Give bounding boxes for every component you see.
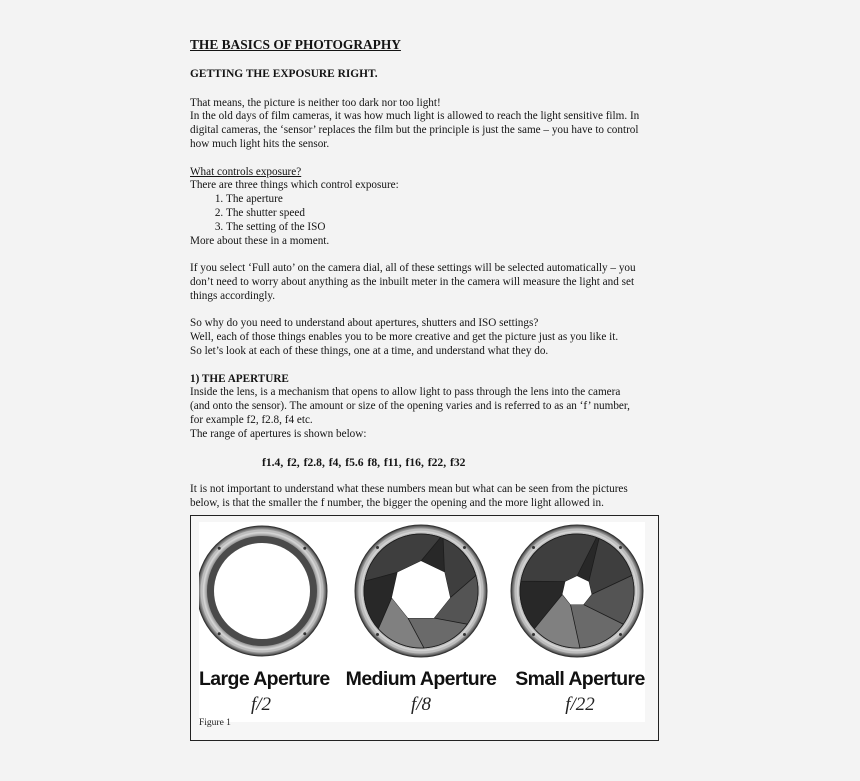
- aperture-range: f1.4, f2, f2.8, f4, f5.6 f8, f11, f16, f22, f32: [262, 455, 466, 469]
- f-number: f/2: [250, 694, 272, 715]
- document-body: [190, 38, 680, 511]
- list-item: 1. The aperture: [226, 193, 680, 207]
- aperture-section: [190, 373, 680, 511]
- intro-line: In the old days of film cameras, it was how much light is allowed to reach the light sensitive film. In: [190, 110, 640, 123]
- aperture-illustration: [199, 522, 645, 722]
- why-line: Well, each of those things enables you to be more creative and get the picture just as you like it.: [190, 331, 619, 344]
- why-paragraph: [190, 317, 680, 358]
- large-aperture-icon: [199, 526, 327, 656]
- aperture-label: Medium Aperture: [345, 668, 497, 690]
- why-line: So why do you need to understand about apertures, shutters and ISO settings?: [190, 317, 539, 330]
- aperture-line: The range of apertures is shown below:: [190, 427, 367, 440]
- auto-paragraph: [190, 262, 680, 303]
- controls-outro: More about these in a moment.: [190, 234, 330, 247]
- aperture-heading: 1) THE APERTURE: [190, 372, 289, 385]
- explain-line: It is not important to understand what these numbers mean but what can be seen from the pictures: [190, 483, 628, 496]
- intro-line: how much light hits the sensor.: [190, 137, 330, 150]
- intro-paragraph: [190, 97, 680, 152]
- list-item: 2. The shutter speed: [226, 207, 680, 221]
- list-item: 3. The setting of the ISO: [226, 221, 680, 235]
- aperture-label: Large Aperture: [199, 668, 330, 690]
- aperture-line: Inside the lens, is a mechanism that opens to allow light to pass through the lens into the camera: [190, 386, 621, 399]
- section-subtitle: GETTING THE EXPOSURE RIGHT.: [190, 67, 378, 80]
- figure-box: [190, 515, 659, 741]
- controls-heading: What controls exposure?: [190, 165, 302, 178]
- intro-line: digital cameras, the ‘sensor’ replaces the film but the principle is just the same – you have to control: [190, 124, 639, 137]
- f-number: f/22: [565, 694, 595, 715]
- aperture-line: for example f2, f2.8, f4 etc.: [190, 413, 313, 426]
- aperture-label: Small Aperture: [515, 668, 645, 690]
- aperture-diagram: [199, 522, 645, 722]
- controls-section: [190, 166, 680, 249]
- small-aperture-icon: [511, 525, 643, 657]
- auto-line: things accordingly.: [190, 289, 276, 302]
- medium-aperture-icon: [355, 525, 487, 657]
- why-line: So let’s look at each of these things, one at a time, and understand what they do.: [190, 344, 549, 357]
- page-title: THE BASICS OF PHOTOGRAPHY: [190, 37, 401, 52]
- intro-line: That means, the picture is neither too dark nor too light!: [190, 96, 441, 109]
- auto-line: If you select ‘Full auto’ on the camera dial, all of these settings will be selected automatically – you: [190, 262, 636, 275]
- aperture-line: (and onto the sensor). The amount or size of the opening varies and is referred to as an ‘f’ number,: [190, 400, 630, 413]
- controls-list: [190, 193, 680, 234]
- f-number: f/8: [410, 694, 432, 715]
- explain-line: below, is that the smaller the f number, the bigger the opening and the more light allowed in.: [190, 497, 604, 510]
- figure-caption: Figure 1: [199, 718, 231, 728]
- controls-intro: There are three things which control exposure:: [190, 179, 399, 192]
- auto-line: don’t need to worry about anything as the inbuilt meter in the camera will measure the light and set: [190, 275, 635, 288]
